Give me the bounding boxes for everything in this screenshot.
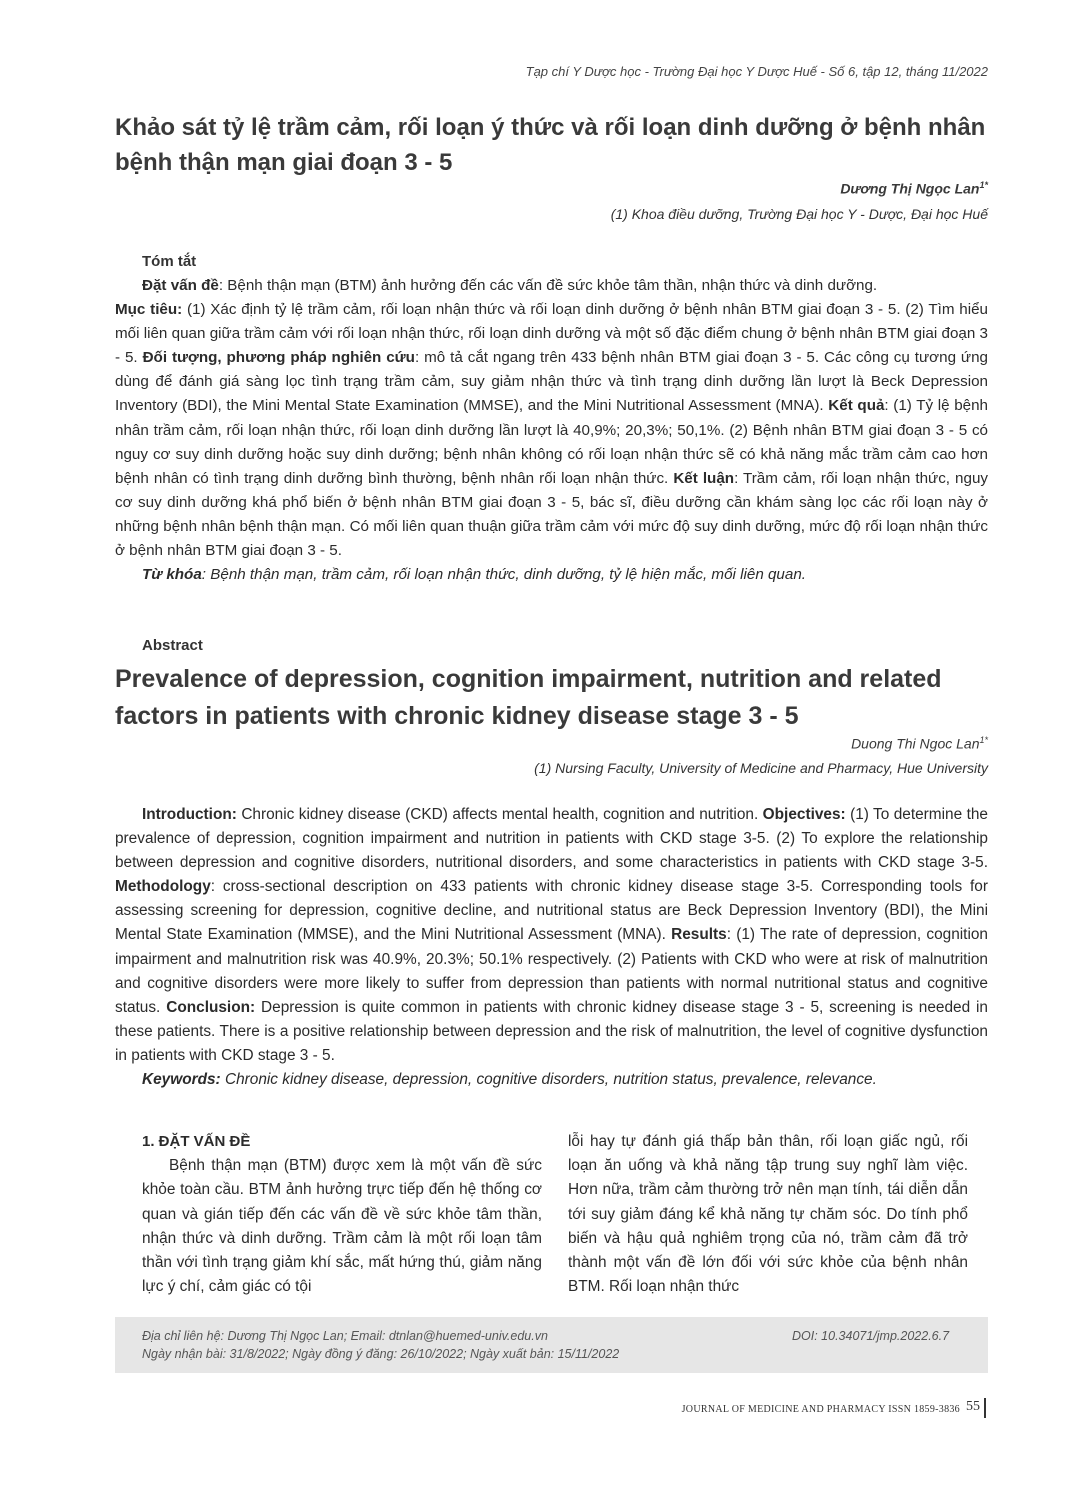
text-objectives-en: (1) To determine the prevalence of depression, cognition impairment and nutrition in patients with CKD stage 3-5. (2) To explore the relationship between depression and cognitive disorders, nutritional disorders, and some characteristics in patients with CKD stage 3-5.	[115, 806, 988, 872]
doi: DOI: 10.34071/jmp.2022.6.7	[792, 1329, 950, 1343]
keywords-en	[115, 1068, 988, 1092]
label-keywords-en: Keywords:	[142, 1071, 221, 1089]
body-column-right	[568, 1130, 968, 1299]
text-introduction: Chronic kidney disease (CKD) affects mental health, cognition and nutrition.	[236, 806, 763, 823]
page-number-bar	[984, 1398, 986, 1418]
label-results: Kết quả	[828, 397, 885, 415]
label-results-en: Results	[671, 926, 727, 944]
label-objectives-en: Objectives:	[762, 806, 846, 823]
author-vi	[840, 180, 988, 197]
label-background: Đặt vấn đề	[142, 277, 219, 294]
contact-info: Địa chỉ liên hệ: Dương Thị Ngọc Lan; Email: dtnlan@huemed-univ.edu.vn	[142, 1329, 548, 1343]
label-conclusion: Kết luận	[673, 469, 735, 487]
abstract-heading: Abstract	[142, 637, 203, 654]
text-conclusion: : Trầm cảm, rối loạn nhận thức, nguy cơ suy dinh dưỡng khá phổ biến ở bệnh nhân BTM giai đoạn 3 - 5, bác sĩ, điều dưỡng cần khám sàng lọc các rối loạn này ở những bệnh nhân bệnh thận mạn. Có mối liên quan thuận giữa trầm cảm với mức độ suy dinh dưỡng, mức độ rối loạn nhận thức ở bệnh nhân BTM giai đoạn 3 - 5.	[115, 469, 988, 560]
abstract-vi-body	[115, 298, 988, 563]
abstract-vi-paragraph	[115, 274, 988, 298]
text-results: : (1) Tỷ lệ bệnh nhân trầm cảm, rối loạn nhận thức, rối loạn dinh dưỡng lần lượt là 40,9%; 20,3%; 50,1%. (2) Bệnh nhân BTM giai đoạn 3 - 5 có nguy cơ suy dinh dưỡng hoặc suy dinh dưỡng; bệnh nhân không có rối loạn nhận thức sẽ có khả năng mắc trầm cảm cao hơn bệnh nhân có tình trạng dinh dưỡng bình thường, bệnh nhân rối loạn nhận thức.	[115, 397, 988, 487]
label-keywords: Từ khóa	[142, 566, 202, 584]
keywords-vi	[115, 563, 988, 587]
page-number: 55	[966, 1399, 980, 1414]
section-heading: 1. ĐẶT VẤN ĐỀ	[142, 1133, 251, 1150]
label-objectives: Mục tiêu:	[115, 301, 183, 319]
label-methodology: Methodology	[115, 878, 211, 896]
author-superscript: 1*	[979, 180, 988, 190]
summary-heading: Tóm tắt	[142, 253, 197, 270]
author-name: Duong Thi Ngoc Lan	[851, 735, 980, 752]
body-paragraph-left: Bệnh thận mạn (BTM) được xem là một vấn đề sức khỏe toàn cầu. BTM ảnh hưởng trực tiếp đến hệ thống cơ quan và gián tiếp đến các vấn đề về sức khỏe tâm thần, nhận thức và dinh dưỡng. Trầm cảm là một rối loạn tâm thần với tình trạng giảm khí sắc, mất hứng thú, giảm năng lực ý chí, cảm giác có tội	[142, 1157, 542, 1296]
journal-header: Tạp chí Y Dược học - Trường Đại học Y Dược Huế - Số 6, tập 12, tháng 11/2022	[525, 64, 988, 79]
abstract-en	[115, 803, 988, 1092]
author-en	[851, 735, 988, 752]
text-methodology: : cross-sectional description on 433 patients with chronic kidney disease stage 3-5. Corresponding tools for assessing screening for depression, cognitive decline, and nutritional status are Beck Depression Inventory (BDI), the Mini Mental State Examination (MMSE), and the Mini Nutritional Assessment (MNA).	[115, 878, 988, 944]
affiliation-en: (1) Nursing Faculty, University of Medicine and Pharmacy, Hue University	[534, 760, 988, 776]
affiliation-vi: (1) Khoa điều dưỡng, Trường Đại học Y - Dược, Đại học Huế	[610, 206, 988, 222]
article-title-vi: Khảo sát tỷ lệ trầm cảm, rối loạn ý thức và rối loạn dinh dưỡng ở bệnh nhân bệnh thận mạn giai đoạn 3 - 5	[115, 114, 986, 176]
text-methods: : mô tả cắt ngang trên 433 bệnh nhân BTM giai đoạn 3 - 5. Các công cụ tương ứng dùng để đánh giá sàng lọc tình trạng trầm cảm, suy giảm nhận thức và tình trạng dinh dưỡng lần lượt là Beck Depression Inventory (BDI), the Mini Mental State Examination (MMSE), and the Mini Nutritional Assessment (MNA).	[115, 349, 988, 415]
abstract-vi	[115, 274, 988, 587]
text-keywords-en: Chronic kidney disease, depression, cognitive disorders, nutrition status, prevalence, relevance.	[220, 1071, 877, 1089]
body-paragraph-right: lỗi hay tự đánh giá thấp bản thân, rối loạn giấc ngủ, rối loạn ăn uống và khả năng tập trung suy nghĩ làm việc. Hơn nữa, trầm cảm thường trở nên mạn tính, tái diễn dẫn tới suy giảm đáng kể khả năng tự chăm sóc. Do tính phổ biến và hậu quả nghiêm trọng của nó, trầm cảm đã trở thành một vấn đề lớn đối với sức khỏe của bệnh nhân BTM. Rối loạn nhận thức	[568, 1133, 968, 1296]
journal-issn-footer: JOURNAL OF MEDICINE AND PHARMACY ISSN 1859-3836	[681, 1404, 960, 1415]
text-background: : Bệnh thận mạn (BTM) ảnh hưởng đến các vấn đề sức khỏe tâm thần, nhận thức và dinh dưỡng.	[218, 277, 878, 294]
publication-dates: Ngày nhận bài: 31/8/2022; Ngày đồng ý đăng: 26/10/2022; Ngày xuất bản: 15/11/2022	[142, 1347, 620, 1361]
text-conclusion-en: Depression is quite common in patients with chronic kidney disease stage 3 - 5, screening is needed in these patients. There is a positive relationship between depression and the risk of malnutrition, the level of cognitive dysfunction in patients with CKD stage 3 - 5.	[115, 998, 988, 1064]
label-conclusion-en: Conclusion:	[166, 998, 256, 1016]
abstract-en-body	[115, 803, 988, 1068]
text-objectives: (1) Xác định tỷ lệ trầm cảm, rối loạn nhận thức và rối loạn dinh dưỡng ở bệnh nhân BTM giai đoạn 3 - 5. (2) Tìm hiểu mối liên quan giữa trầm cảm với rối loạn nhận thức, rối loạn dinh dưỡng và một số đặc điểm chung ở bệnh nhân BTM giai đoạn 3 - 5.	[115, 301, 988, 367]
text-results-en: : (1) The rate of depression, cognition impairment and malnutrition risk was 40.9%, 20.3%; 50.1% respectively. (2) Patients with CKD who were at risk of malnutrition and cognitive disorders were more likely to suffer from depression than patients with normal nutritional status and cognitive status.	[115, 926, 988, 1016]
body-column-left	[142, 1130, 542, 1299]
article-page	[115, 0, 988, 1499]
contact-footer-box	[115, 1317, 988, 1373]
text-keywords: : Bệnh thận mạn, trầm cảm, rối loạn nhận thức, dinh dưỡng, tỷ lệ hiện mắc, mối liên quan.	[201, 566, 806, 584]
label-introduction: Introduction:	[142, 806, 237, 823]
label-methods: Đối tượng, phương pháp nghiên cứu	[142, 349, 415, 367]
author-superscript: 1*	[979, 735, 988, 745]
author-name: Dương Thị Ngọc Lan	[840, 180, 980, 197]
article-title-en: Prevalence of depression, cognition impairment, nutrition and related factors in patients with chronic kidney disease stage 3 - 5	[115, 665, 942, 730]
